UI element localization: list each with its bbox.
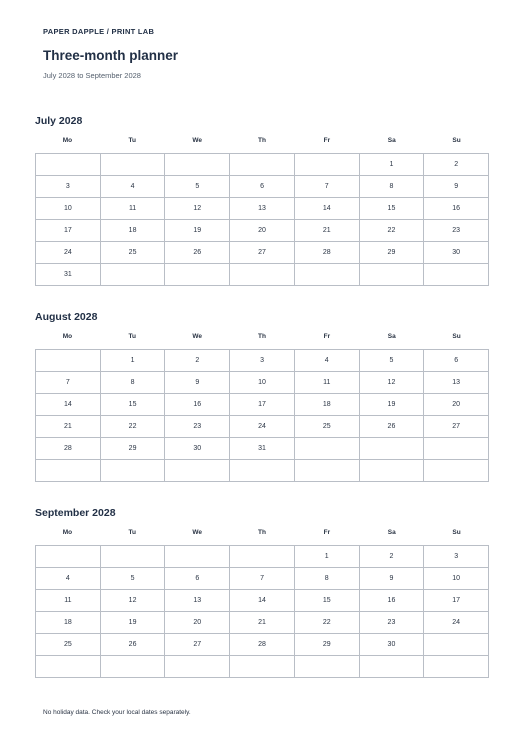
day-cell: 13	[424, 372, 489, 394]
day-cell	[36, 656, 101, 678]
week-row	[36, 656, 489, 678]
month-calendar	[35, 114, 489, 286]
day-cell	[295, 438, 360, 460]
day-cell: 19	[360, 394, 425, 416]
day-cell: 2	[165, 350, 230, 372]
day-cell: 5	[360, 350, 425, 372]
day-cell: 31	[230, 438, 295, 460]
day-cell: 9	[424, 176, 489, 198]
weekday-label: Tu	[128, 333, 137, 340]
day-cell: 19	[101, 612, 166, 634]
weekday-header-row	[35, 132, 489, 149]
week-row	[36, 350, 489, 372]
day-cell: 25	[101, 242, 166, 264]
day-cell	[101, 460, 166, 482]
day-cell: 15	[360, 198, 425, 220]
day-cell	[295, 656, 360, 678]
day-cell: 2	[360, 546, 425, 568]
week-row	[36, 242, 489, 264]
footnote: No holiday data. Check your local dates separately.	[43, 709, 191, 716]
weekday-label: Sa	[387, 137, 396, 144]
day-cell: 22	[360, 220, 425, 242]
day-cell: 11	[101, 198, 166, 220]
day-cell	[360, 460, 425, 482]
month-grid	[35, 349, 489, 482]
day-cell: 12	[360, 372, 425, 394]
day-cell: 10	[424, 568, 489, 590]
day-cell: 23	[165, 416, 230, 438]
day-cell: 26	[101, 634, 166, 656]
day-cell	[230, 656, 295, 678]
day-cell	[360, 656, 425, 678]
week-row	[36, 416, 489, 438]
day-cell	[424, 438, 489, 460]
day-cell: 14	[36, 394, 101, 416]
weekday-label: Th	[258, 137, 266, 144]
week-row	[36, 568, 489, 590]
day-cell: 17	[36, 220, 101, 242]
day-cell: 7	[230, 568, 295, 590]
week-row	[36, 176, 489, 198]
day-cell: 25	[36, 634, 101, 656]
week-row	[36, 154, 489, 176]
day-cell	[230, 154, 295, 176]
month-grid	[35, 153, 489, 286]
day-cell: 20	[230, 220, 295, 242]
week-row	[36, 394, 489, 416]
day-cell: 27	[424, 416, 489, 438]
weekday-label: Tu	[128, 137, 137, 144]
day-cell: 1	[101, 350, 166, 372]
day-cell: 13	[165, 590, 230, 612]
month-grid	[35, 545, 489, 678]
day-cell	[424, 634, 489, 656]
day-cell	[230, 264, 295, 286]
day-cell: 30	[165, 438, 230, 460]
week-row	[36, 634, 489, 656]
day-cell	[36, 154, 101, 176]
day-cell	[165, 546, 230, 568]
day-cell	[101, 656, 166, 678]
day-cell: 3	[230, 350, 295, 372]
day-cell: 8	[295, 568, 360, 590]
day-cell: 5	[101, 568, 166, 590]
day-cell	[295, 154, 360, 176]
day-cell: 23	[360, 612, 425, 634]
weekday-label: Sa	[387, 529, 396, 536]
day-cell: 4	[295, 350, 360, 372]
day-cell: 9	[165, 372, 230, 394]
day-cell: 27	[230, 242, 295, 264]
day-cell: 12	[165, 198, 230, 220]
day-cell	[36, 546, 101, 568]
weekday-label: Th	[258, 529, 266, 536]
day-cell: 28	[230, 634, 295, 656]
weekday-label: Su	[452, 333, 461, 340]
day-cell: 6	[165, 568, 230, 590]
weekday-label: Mo	[62, 333, 73, 340]
day-cell	[424, 264, 489, 286]
weekday-label: Mo	[62, 137, 73, 144]
day-cell: 14	[295, 198, 360, 220]
day-cell	[36, 350, 101, 372]
day-cell	[101, 546, 166, 568]
day-cell: 14	[230, 590, 295, 612]
week-row	[36, 198, 489, 220]
day-cell: 30	[360, 634, 425, 656]
day-cell: 2	[424, 154, 489, 176]
weekday-header-row	[35, 524, 489, 541]
day-cell	[295, 264, 360, 286]
day-cell: 28	[36, 438, 101, 460]
day-cell: 31	[36, 264, 101, 286]
day-cell	[295, 460, 360, 482]
day-cell: 29	[101, 438, 166, 460]
month-calendar	[35, 310, 489, 482]
day-cell: 1	[360, 154, 425, 176]
day-cell	[424, 460, 489, 482]
day-cell: 18	[101, 220, 166, 242]
day-cell: 13	[230, 198, 295, 220]
day-cell: 21	[36, 416, 101, 438]
weekday-label: Su	[452, 137, 461, 144]
day-cell: 15	[295, 590, 360, 612]
day-cell	[101, 264, 166, 286]
day-cell: 10	[230, 372, 295, 394]
day-cell: 7	[36, 372, 101, 394]
day-cell: 29	[295, 634, 360, 656]
day-cell	[101, 154, 166, 176]
day-cell: 30	[424, 242, 489, 264]
weekday-label: Fr	[323, 333, 331, 340]
month-title: July 2028	[35, 115, 83, 127]
day-cell: 11	[295, 372, 360, 394]
day-cell: 20	[424, 394, 489, 416]
day-cell: 12	[101, 590, 166, 612]
day-cell: 8	[360, 176, 425, 198]
month-calendar	[35, 506, 489, 678]
day-cell: 19	[165, 220, 230, 242]
day-cell: 23	[424, 220, 489, 242]
day-cell: 24	[424, 612, 489, 634]
day-cell	[424, 656, 489, 678]
brand-label: PAPER DAPPLE / PRINT LAB	[43, 27, 155, 36]
day-cell: 26	[165, 242, 230, 264]
weekday-label: Tu	[128, 529, 137, 536]
weekday-label: Mo	[62, 529, 73, 536]
week-row	[36, 460, 489, 482]
week-row	[36, 372, 489, 394]
day-cell: 16	[360, 590, 425, 612]
day-cell: 29	[360, 242, 425, 264]
day-cell	[165, 656, 230, 678]
day-cell: 16	[165, 394, 230, 416]
weekday-label: Th	[258, 333, 266, 340]
week-row	[36, 264, 489, 286]
day-cell: 7	[295, 176, 360, 198]
weekday-label: Fr	[323, 529, 331, 536]
day-cell	[230, 546, 295, 568]
day-cell: 3	[36, 176, 101, 198]
page-title: Three-month planner	[43, 48, 179, 63]
day-cell: 21	[295, 220, 360, 242]
day-cell: 11	[36, 590, 101, 612]
day-cell: 18	[295, 394, 360, 416]
day-cell: 28	[295, 242, 360, 264]
week-row	[36, 612, 489, 634]
day-cell: 22	[101, 416, 166, 438]
day-cell: 20	[165, 612, 230, 634]
weekday-label: We	[192, 137, 202, 144]
day-cell: 16	[424, 198, 489, 220]
day-cell: 21	[230, 612, 295, 634]
day-cell: 17	[424, 590, 489, 612]
day-cell	[165, 460, 230, 482]
week-row	[36, 438, 489, 460]
week-row	[36, 546, 489, 568]
day-cell	[36, 460, 101, 482]
day-cell: 10	[36, 198, 101, 220]
day-cell: 1	[295, 546, 360, 568]
day-cell: 8	[101, 372, 166, 394]
weekday-label: We	[192, 529, 202, 536]
day-cell: 6	[424, 350, 489, 372]
day-cell	[360, 438, 425, 460]
day-cell	[165, 154, 230, 176]
month-title: September 2028	[35, 507, 116, 519]
weekday-label: Fr	[323, 137, 331, 144]
day-cell	[360, 264, 425, 286]
day-cell: 25	[295, 416, 360, 438]
day-cell	[165, 264, 230, 286]
day-cell: 17	[230, 394, 295, 416]
weekday-label: We	[192, 333, 202, 340]
day-cell: 22	[295, 612, 360, 634]
day-cell	[230, 460, 295, 482]
weekday-label: Su	[452, 529, 461, 536]
weekday-label: Sa	[387, 333, 396, 340]
day-cell: 9	[360, 568, 425, 590]
page-subtitle: July 2028 to September 2028	[43, 71, 141, 80]
day-cell: 4	[36, 568, 101, 590]
weekday-header-row	[35, 328, 489, 345]
day-cell: 24	[230, 416, 295, 438]
day-cell: 24	[36, 242, 101, 264]
day-cell: 18	[36, 612, 101, 634]
week-row	[36, 220, 489, 242]
week-row	[36, 590, 489, 612]
day-cell: 27	[165, 634, 230, 656]
day-cell: 4	[101, 176, 166, 198]
day-cell: 3	[424, 546, 489, 568]
day-cell: 26	[360, 416, 425, 438]
month-title: August 2028	[35, 311, 98, 323]
day-cell: 6	[230, 176, 295, 198]
day-cell: 5	[165, 176, 230, 198]
day-cell: 15	[101, 394, 166, 416]
